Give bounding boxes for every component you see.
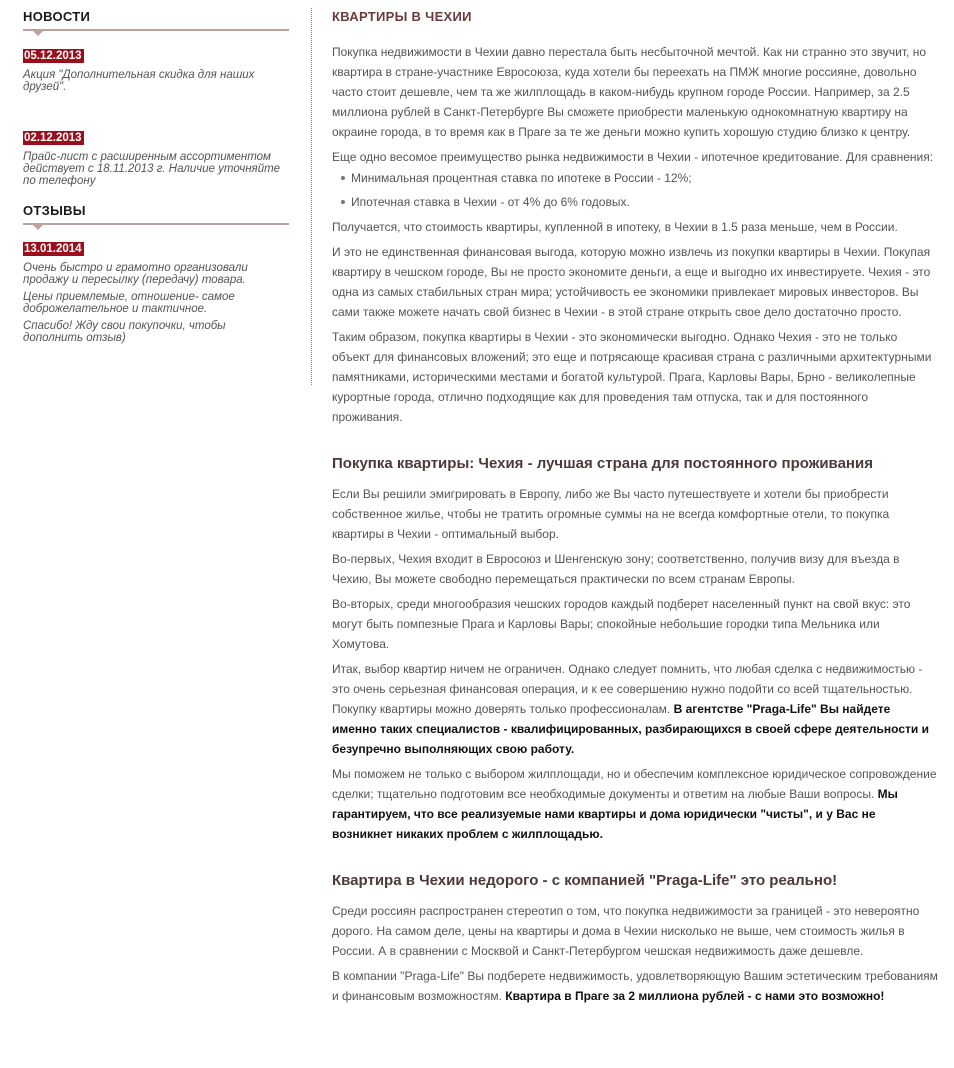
s2-paragraph-3: Во-вторых, среди многообразия чешских городов каждый подберет населенный пункт на свой вкус: это могут быть помпезные Прага и Карловы Вары; спокойные небольшие городки типа Мельника или Хомутова.: [332, 597, 911, 651]
review-item: [23, 239, 289, 344]
sidebar: [23, 0, 289, 344]
s2-paragraph-4-bold: В агентстве "Praga-Life" Вы найдете именно таких специалистов - квалифицированных, разбирающихся в своей сфере деятельности и безупречно выполняющих свою работу.: [332, 702, 929, 756]
news-date-badge[interactable]: 02.12.2013: [24, 132, 82, 144]
s3-paragraph-2-bold: Квартира в Праге за 2 миллиона рублей - с нами это возможно!: [505, 989, 885, 1003]
reviews-heading: ОТЗЫВЫ: [23, 203, 86, 218]
news-text-link[interactable]: Прайс-лист с расширенным ассортиментом действует с 18.11.2013 г. Наличие уточняйте по телефону: [23, 151, 281, 187]
s3-paragraph-2-text: В компании "Praga-Life" Вы подберете недвижимость, удовлетворяющую Вашим эстетическим требованиям и финансовым возможностям.: [332, 969, 938, 1003]
news-date-badge[interactable]: 05.12.2013: [24, 50, 82, 62]
summary-paragraph: Таким образом, покупка квартиры в Чехии - это экономически выгодно. Однако Чехия - это не только объект для финансовых вложений; это еще и потрясающе красивая страна с различными архитектурными памятниками, историческими местами и богатой культурой. Прага, Карловы Вары, Брно - великолепные курортные города, отлично подходящие как для проведения там отпуска, так и для постоянного проживания.: [332, 330, 932, 424]
reviews-heading-rule: [23, 223, 289, 225]
page-title: КВАРТИРЫ В ЧЕХИИ: [332, 9, 472, 24]
s2-paragraph-5-text: Мы поможем не только с выбором жилплощади, но и обеспечим комплексное юридическое сопровождение сделки; тщательно подготовим все необходимые документы и ответим на любые Ваши вопросы.: [332, 767, 937, 801]
main-content: [332, 0, 938, 1006]
news-text-link[interactable]: Акция "Дополнительная скидка для наших друзей".: [23, 69, 255, 93]
s2-paragraph-5-bold: Мы гарантируем, что все реализуемые нами квартиры и дома юридически "чисты", и у Вас не возникнет никаких проблем с жилплощадью.: [332, 787, 898, 841]
s2-paragraph-2: Во-первых, Чехия входит в Евросоюз и Шенгенскую зону; соответственно, получив визу для въезда в Чехию, Вы можете свободно перемещаться практически по всем странам Европы.: [332, 552, 900, 586]
section-heading-affordable: Квартира в Чехии недорого - с компанией "Praga-Life" это реально!: [332, 872, 838, 889]
mortgage-list: [341, 168, 938, 212]
review-line: Очень быстро и грамотно организовали продажу и пересылку (передачу) товара.: [23, 262, 248, 286]
column-divider: [311, 8, 312, 385]
s2-paragraph-4: [332, 659, 938, 759]
s2-paragraph-5: [332, 764, 938, 844]
news-heading-rule: [23, 29, 289, 31]
mortgage-intro-paragraph: Еще одно весомое преимущество рынка недвижимости в Чехии - ипотечное кредитование. Для сравнения:: [332, 150, 934, 164]
section-heading-purchase: Покупка квартиры: Чехия - лучшая страна для постоянного проживания: [332, 455, 873, 472]
list-item: Минимальная процентная ставка по ипотеке в России - 12%;: [341, 168, 938, 188]
review-date-badge: 13.01.2014: [24, 243, 82, 255]
s2-paragraph-4-text: Итак, выбор квартир ничем не ограничен. Однако следует помнить, что любая сделка с недвижимостью - это очень серьезная финансовая операция, и к ее совершению нужно подойти со всей тщательностью. Покупку квартиры можно доверять только профессионалам.: [332, 662, 923, 716]
list-item: Ипотечная ставка в Чехии - от 4% до 6% годовых.: [341, 192, 938, 212]
review-line: Спасибо! Жду свои покупочки, чтобы дополнить отзыв): [23, 320, 226, 344]
intro-paragraph: Покупка недвижимости в Чехии давно перестала быть несбыточной мечтой. Как ни странно это звучит, но квартира в стране-участнике Евросоюза, куда хотели бы переехать на ПМЖ многие россияне, довольно часто стоит дешевле, чем та же жилплощадь в каком-нибудь крупном городе России. Например, за 2.5 миллиона рублей в Санкт-Петербурге Вы сможете приобрести маленькую однокомнатную квартиру на окраине города, в то время как в Праге за те же деньги можно купить хорошую студию близко к центру.: [332, 45, 926, 139]
news-heading: НОВОСТИ: [23, 9, 91, 24]
news-item[interactable]: [23, 128, 289, 187]
invest-paragraph: И это не единственная финансовая выгода, которую можно извлечь из покупки квартиры в Чехии. Покупая квартиру в чешском городе, Вы не просто экономите деньги, а еще и выгодно их инвестируете. Чехия - это одна из самых стабильных стран мира; устойчивость ее экономики привлекает мировых инвесторов. Вы сами также можете начать свой бизнес в Чехии - в этой стране открыть свое дело достаточно просто.: [332, 245, 931, 319]
result-paragraph: Получается, что стоимость квартиры, купленной в ипотеку, в Чехии в 1.5 раза меньше, чем в России.: [332, 220, 898, 234]
s2-paragraph-1: Если Вы решили эмигрировать в Европу, либо же Вы часто путешествуете и хотели бы приобрести собственное жилье, чтобы не тратить огромные суммы на не всегда комфортные отели, то покупка квартиры в Чехии - оптимальный выбор.: [332, 487, 890, 541]
s3-paragraph-1: Среди россиян распространен стереотип о том, что покупка недвижимости за границей - это невероятно дорого. На самом деле, цены на квартиры и дома в Чехии нисколько не выше, чем стоимость жилья в России. А в сравнении с Москвой и Санкт-Петербургом чешская недвижимость даже дешевле.: [332, 904, 920, 958]
news-item[interactable]: [23, 46, 289, 93]
s3-paragraph-2: [332, 966, 938, 1006]
review-line: Цены приемлемые, отношение- самое доброжелательное и тактичное.: [23, 291, 235, 315]
